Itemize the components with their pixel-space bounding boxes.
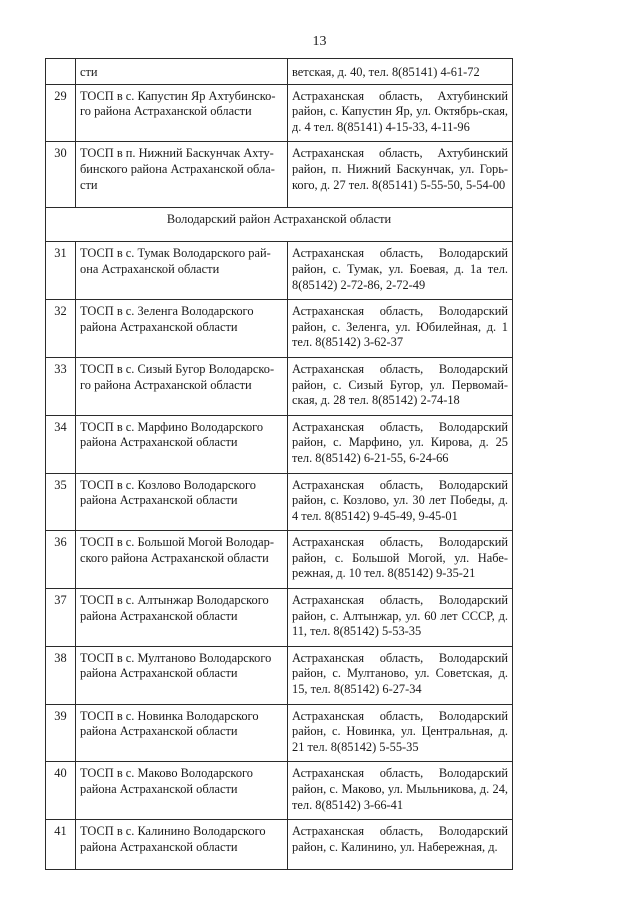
office-name: ТОСП в п. Нижний Баскунчак Ахту-бинского района Астраханской обла-сти xyxy=(76,142,288,208)
office-address: Астраханская область, Ахтубинский район, с. Капустин Яр, ул. Октябрь-ская, д. 4 тел. 8(85141) 4-15-33, 4-11-96 xyxy=(288,84,513,142)
row-number: 33 xyxy=(46,357,76,415)
office-name: ТОСП в с. Калинино Володарского района Астраханской области xyxy=(76,820,288,870)
office-name: ТОСП в с. Большой Могой Володар-ского района Астраханской области xyxy=(76,531,288,589)
office-name: ТОСП в с. Сизый Бугор Володарско-го района Астраханской области xyxy=(76,357,288,415)
office-address: Астраханская область, Володарский район, с. Тумак, ул. Боевая, д. 1а тел. 8(85142) 2-72-86, 2-72-49 xyxy=(288,242,513,300)
table-row xyxy=(46,762,513,820)
table-row xyxy=(46,704,513,762)
row-number: 35 xyxy=(46,473,76,531)
row-number: 37 xyxy=(46,589,76,647)
table-body xyxy=(46,59,513,870)
office-name: ТОСП в с. Маково Володарского района Астраханской области xyxy=(76,762,288,820)
row-number: 36 xyxy=(46,531,76,589)
table-row xyxy=(46,415,513,473)
page-number: 13 xyxy=(312,34,327,49)
office-address: Астраханская область, Володарский район, с. Большой Могой, ул. Набе-режная, д. 10 тел. 8(85142) 9-35-21 xyxy=(288,531,513,589)
office-name: сти xyxy=(76,59,288,85)
section-title: Володарский район Астраханской области xyxy=(46,208,513,242)
office-address: Астраханская область, Володарский район, с. Маково, ул. Мыльникова, д. 24, тел. 8(85142) 3-66-41 xyxy=(288,762,513,820)
office-address: Астраханская область, Володарский район, с. Марфино, ул. Кирова, д. 25 тел. 8(85142) 6-21-55, 6-24-66 xyxy=(288,415,513,473)
table-row xyxy=(46,531,513,589)
table-row xyxy=(46,142,513,208)
office-name: ТОСП в с. Капустин Яр Ахтубинско-го района Астраханской области xyxy=(76,84,288,142)
office-address: Астраханская область, Ахтубинский район, п. Нижний Баскунчак, ул. Горь-кого, д. 27 тел. 8(85141) 5-55-50, 5-54-00 xyxy=(288,142,513,208)
table-row xyxy=(46,589,513,647)
table-row xyxy=(46,357,513,415)
office-name: ТОСП в с. Тумак Володарского рай-она Астраханской области xyxy=(76,242,288,300)
office-address: Астраханская область, Володарский район, с. Калинино, ул. Набережная, д. xyxy=(288,820,513,870)
office-address: ветская, д. 40, тел. 8(85141) 4-61-72 xyxy=(288,59,513,85)
section-row xyxy=(46,208,513,242)
row-number: 38 xyxy=(46,646,76,704)
row-number: 32 xyxy=(46,300,76,358)
row-number: 40 xyxy=(46,762,76,820)
table-row xyxy=(46,300,513,358)
offices-table xyxy=(45,58,513,870)
office-address: Астраханская область, Володарский район, с. Козлово, ул. 30 лет Победы, д. 4 тел. 8(85142) 9-45-49, 9-45-01 xyxy=(288,473,513,531)
table-row-continuation xyxy=(46,59,513,85)
row-number: 31 xyxy=(46,242,76,300)
row-number: 34 xyxy=(46,415,76,473)
office-address: Астраханская область, Володарский район, с. Зеленга, ул. Юбилейная, д. 1 тел. 8(85142) 3-62-37 xyxy=(288,300,513,358)
office-address: Астраханская область, Володарский район, с. Сизый Бугор, ул. Первомай-ская, д. 28 тел. 8(85142) 2-74-18 xyxy=(288,357,513,415)
office-name: ТОСП в с. Зеленга Володарского района Астраханской области xyxy=(76,300,288,358)
office-address: Астраханская область, Володарский район, с. Алтынжар, ул. 60 лет СССР, д. 11, тел. 8(85142) 5-53-35 xyxy=(288,589,513,647)
table-row xyxy=(46,646,513,704)
row-number: 41 xyxy=(46,820,76,870)
row-number: 39 xyxy=(46,704,76,762)
row-number: 30 xyxy=(46,142,76,208)
office-address: Астраханская область, Володарский район, с. Новинка, ул. Центральная, д. 21 тел. 8(85142) 5-55-35 xyxy=(288,704,513,762)
office-name: ТОСП в с. Мултаново Володарского района Астраханской области xyxy=(76,646,288,704)
office-name: ТОСП в с. Марфино Володарского района Астраханской области xyxy=(76,415,288,473)
table-row xyxy=(46,84,513,142)
row-number xyxy=(46,59,76,85)
table-row xyxy=(46,242,513,300)
office-name: ТОСП в с. Новинка Володарского района Астраханской области xyxy=(76,704,288,762)
office-name: ТОСП в с. Козлово Володарского района Астраханской области xyxy=(76,473,288,531)
table-row xyxy=(46,473,513,531)
table-row xyxy=(46,820,513,870)
office-name: ТОСП в с. Алтынжар Володарского района Астраханской области xyxy=(76,589,288,647)
office-address: Астраханская область, Володарский район, с. Мултаново, ул. Советская, д. 15, тел. 8(85142) 6-27-34 xyxy=(288,646,513,704)
row-number: 29 xyxy=(46,84,76,142)
